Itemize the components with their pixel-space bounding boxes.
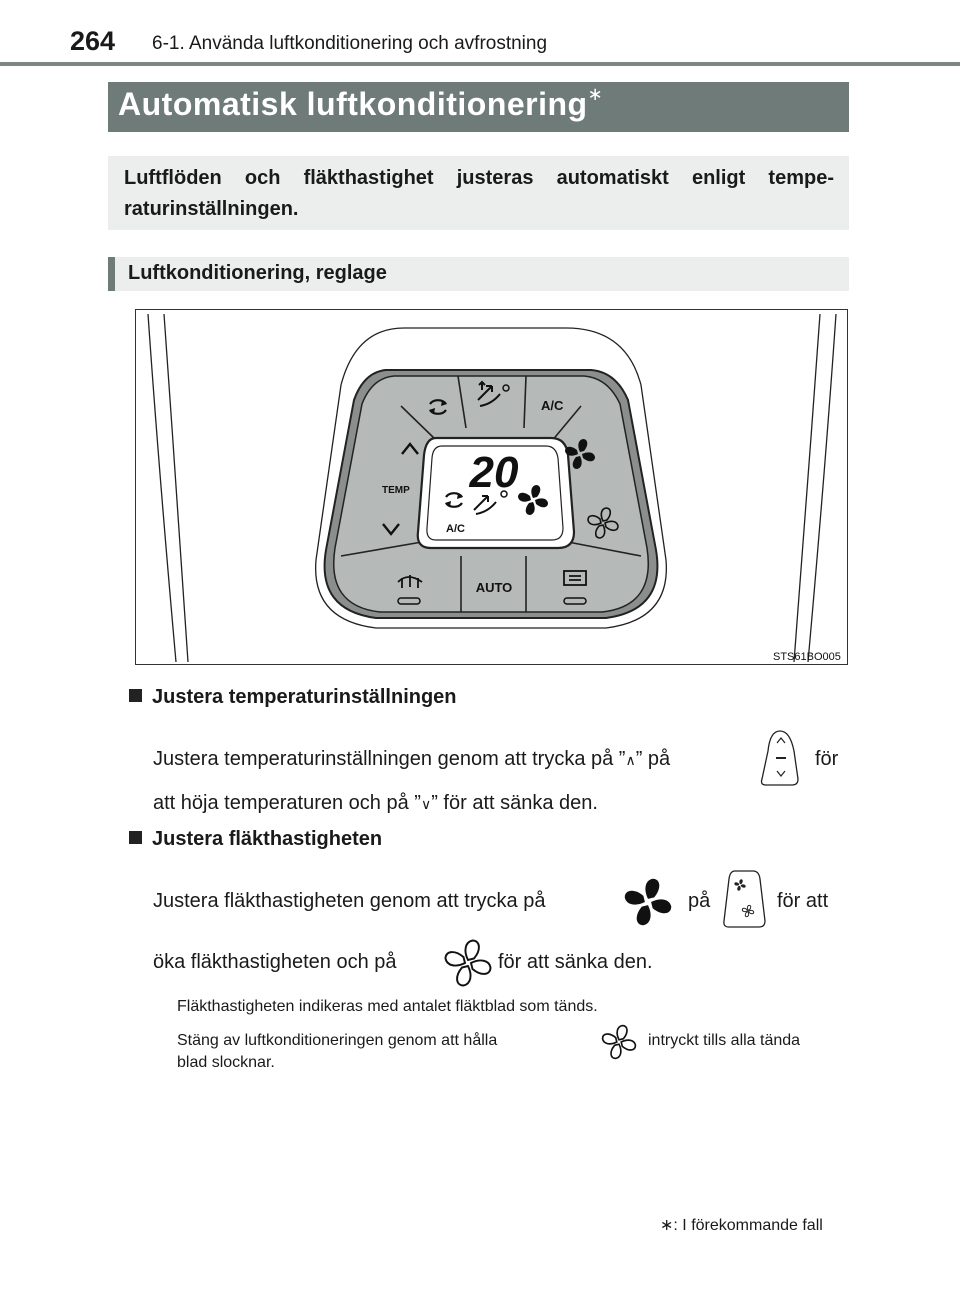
temperature-line-1 — [153, 737, 670, 782]
fan-heading: Justera fläkthastigheten — [152, 828, 383, 850]
fan-subsection — [129, 828, 382, 851]
header-rule — [0, 62, 960, 66]
fan-switch-icon — [721, 869, 767, 929]
temp-switch-icon — [758, 729, 802, 787]
display-ac-label: A/C — [446, 523, 465, 535]
temperature-text-2a: att höja temperaturen och på ” — [153, 792, 421, 814]
fan-text-1b: på — [688, 890, 711, 912]
down-symbol: ∨ — [420, 796, 432, 812]
page-title-text: Automatisk luftkonditionering — [118, 86, 588, 122]
note-2a: Stäng av luftkonditioneringen genom att hålla — [177, 1032, 498, 1049]
control-panel-figure — [135, 309, 848, 665]
fan-text-2b: för att sänka den. — [498, 951, 653, 973]
page-number: 264 — [70, 26, 116, 56]
footnote-text: : I förekommande fall — [673, 1217, 823, 1234]
temperature-heading: Justera temperaturinställningen — [152, 686, 457, 708]
note-2b: intryckt tills alla tända — [648, 1032, 801, 1049]
intro-text: Luftflöden och fläkthastighet justeras automatiskt enligt tempe-raturinställningen. — [124, 167, 834, 220]
fan-text-1c: för att — [777, 890, 829, 912]
fan-low-icon-small — [600, 1023, 638, 1061]
title-footnote-mark: ∗ — [587, 84, 604, 104]
temperature-subsection — [129, 686, 457, 709]
figure-code: STS61BO005 — [773, 651, 841, 663]
auto-label: AUTO — [475, 580, 513, 595]
chapter-title: 6-1. Använda luftkonditionering och avfrostning — [152, 33, 548, 54]
temperature-line-2 — [153, 781, 598, 826]
note-2c: blad slocknar. — [177, 1054, 275, 1071]
footnote — [660, 1215, 823, 1235]
square-bullet-icon — [129, 831, 142, 844]
fan-text-1a: Justera fläkthastigheten genom att trycka på — [153, 890, 546, 912]
display-temperature: 20 — [469, 448, 519, 497]
temperature-text-2b: ” för att sänka den. — [431, 792, 598, 814]
temperature-text-1c: för — [815, 748, 839, 770]
temperature-text-1b: ” på — [635, 748, 671, 770]
section-title: Luftkonditionering, reglage — [128, 262, 387, 284]
temp-label: TEMP — [382, 485, 410, 496]
fan-text-2a: öka fläkthastigheten och på — [153, 951, 397, 973]
up-symbol: ∧ — [625, 752, 636, 768]
fan-low-icon — [442, 937, 494, 989]
fan-high-icon — [622, 876, 674, 928]
control-panel-illustration — [136, 310, 847, 664]
square-bullet-icon — [129, 689, 142, 702]
temperature-text-1a: Justera temperaturinställningen genom att trycka på ” — [153, 748, 626, 770]
footnote-mark: ∗ — [660, 1217, 674, 1234]
page-title — [118, 86, 603, 123]
note-1: Fläkthastigheten indikeras med antalet fläktblad som tänds. — [177, 998, 598, 1015]
ac-button-label: A/C — [541, 398, 564, 413]
